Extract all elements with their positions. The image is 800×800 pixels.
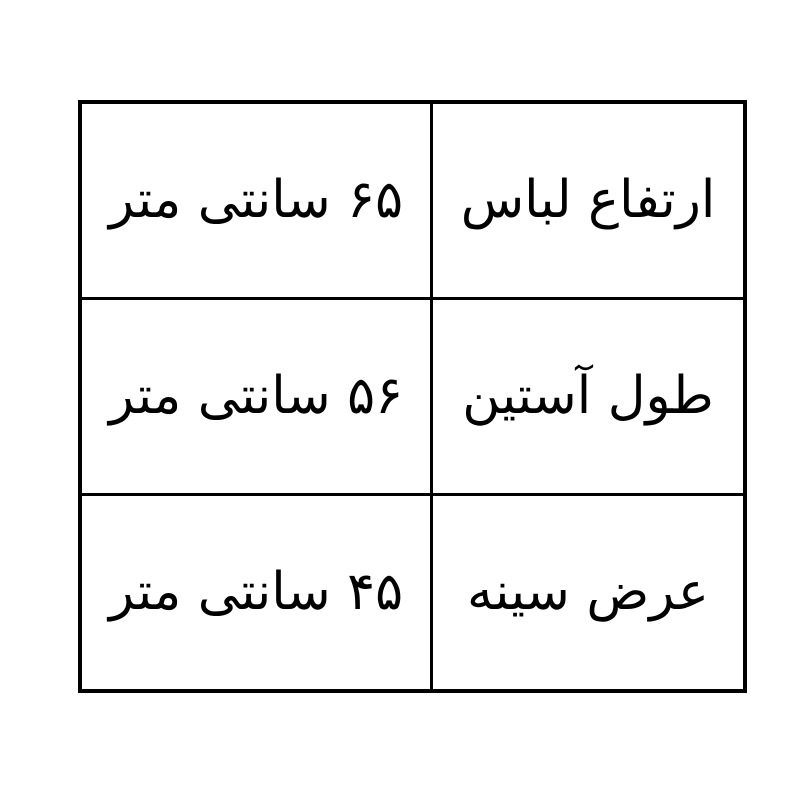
size-chart-body	[80, 102, 745, 691]
measurement-value-garment-height: ۶۵ سانتی متر	[80, 102, 432, 299]
table-row-garment-height	[80, 102, 745, 299]
measurement-label-chest-width: عرض سینه	[432, 494, 746, 691]
measurement-value-chest-width: ۴۵ سانتی متر	[80, 494, 432, 691]
table-row-sleeve-length	[80, 299, 745, 494]
size-chart-container	[78, 100, 716, 693]
size-chart-table	[78, 100, 747, 693]
measurement-label-garment-height: ارتفاع لباس	[432, 102, 746, 299]
table-row-chest-width	[80, 494, 745, 691]
measurement-label-sleeve-length: طول آستین	[432, 299, 746, 494]
measurement-value-sleeve-length: ۵۶ سانتی متر	[80, 299, 432, 494]
